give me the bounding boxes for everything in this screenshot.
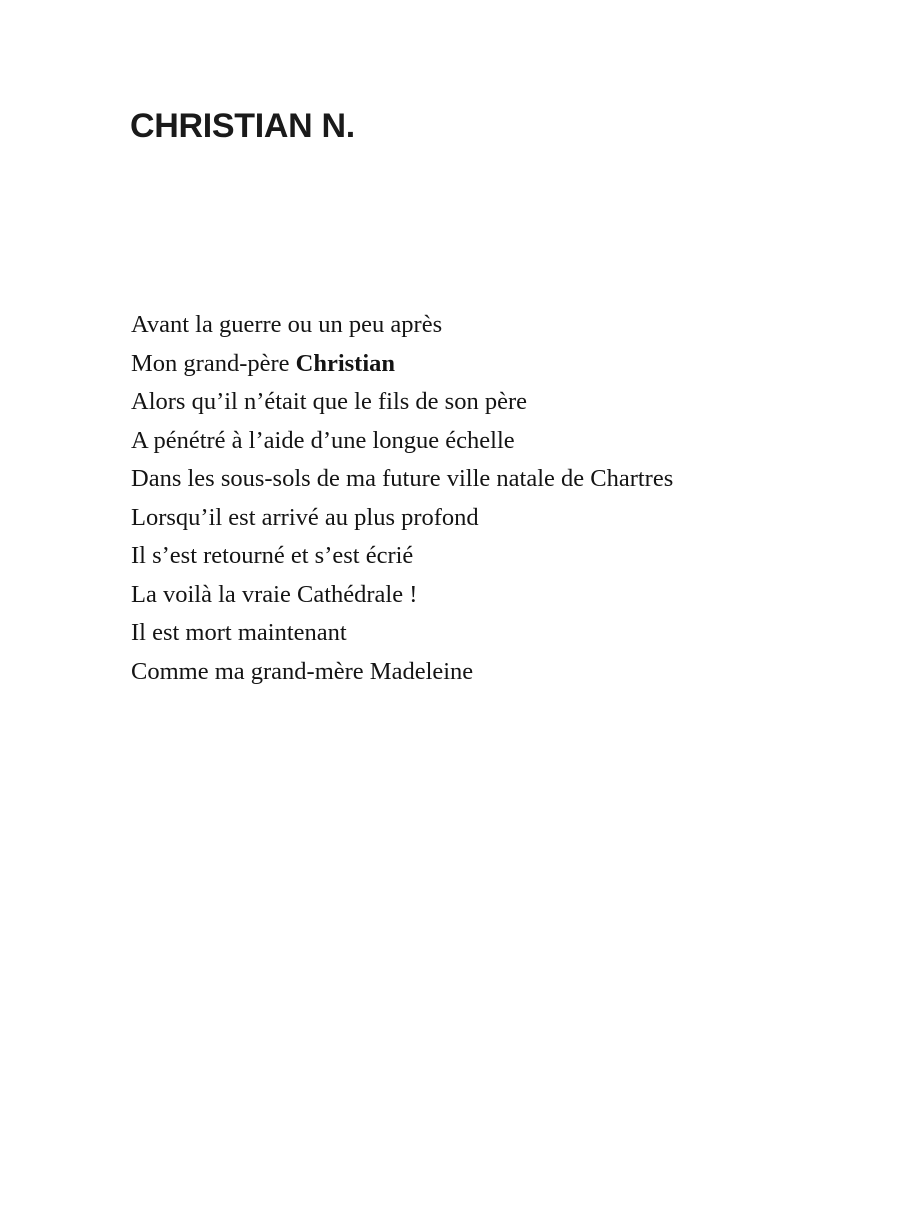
poem-line-text: Lorsqu’il est arrivé au plus profond xyxy=(131,503,479,531)
poem-line xyxy=(131,345,831,384)
poem-line xyxy=(131,576,831,615)
poem-line xyxy=(131,537,831,576)
poem-line-text: Mon grand-père xyxy=(131,349,296,377)
poem-line xyxy=(131,460,831,499)
poem-line-text: Comme ma grand-mère Madeleine xyxy=(131,657,474,685)
poem-line-text: Il est mort maintenant xyxy=(131,619,347,646)
poem-line xyxy=(131,653,831,692)
poem-line xyxy=(131,422,831,461)
poem-line-emphasis: Christian xyxy=(295,349,396,377)
poem-line-text: La voilà la vraie Cathédrale ! xyxy=(131,580,418,608)
poem-line-text: Dans les sous-sols de ma future ville natale de Chartres xyxy=(131,465,674,492)
poem-line xyxy=(131,383,831,422)
poem-line xyxy=(131,614,831,653)
poem-body xyxy=(131,306,831,691)
poem-line-text: A pénétré à l’aide d’une longue échelle xyxy=(131,426,515,454)
poem-line-text: Il s’est retourné et s’est écrié xyxy=(131,542,414,569)
poem-line-text: Alors qu’il n’était que le fils de son père xyxy=(131,388,527,415)
poem-line-text: Avant la guerre ou un peu après xyxy=(131,311,443,338)
poem-line xyxy=(131,499,831,538)
page-title: CHRISTIAN N. xyxy=(130,107,355,145)
poem-line xyxy=(131,306,831,345)
